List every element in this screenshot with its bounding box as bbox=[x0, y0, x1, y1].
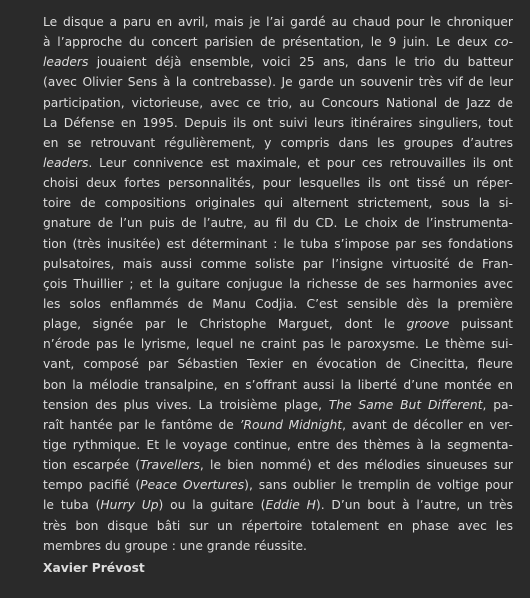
author-signature: Xavier Prévost bbox=[43, 560, 145, 575]
paragraph-line bbox=[43, 375, 513, 395]
paragraph-line bbox=[43, 536, 513, 556]
text-segment: vant, composé par Sébastien Texier en évocation de Cinecitta, fleure bbox=[43, 357, 513, 372]
text-segment: plage, signée par le Christophe Marguet, dont le bbox=[43, 317, 407, 332]
paragraph-line bbox=[43, 274, 513, 294]
text-segment: le tuba ( bbox=[43, 498, 101, 513]
text-segment: puissant bbox=[449, 317, 513, 332]
paragraph-line bbox=[43, 314, 513, 334]
text-segment: Le disque a paru en avril, mais je l’ai gardé au chaud pour le chroniquer bbox=[43, 15, 513, 29]
paragraph-line bbox=[43, 213, 513, 233]
italic-text: leaders bbox=[43, 55, 89, 70]
text-segment: , avant de décoller en ver- bbox=[342, 417, 513, 432]
paragraph-line bbox=[43, 133, 513, 153]
text-segment: gnature de l’un puis de l’autre, au fil du CD. Le choix de l’instrumenta- bbox=[43, 216, 513, 231]
italic-text: groove bbox=[406, 317, 450, 332]
paragraph-line bbox=[43, 254, 513, 274]
text-segment: çois Thuillier ; et la guitare conjugue la richesse de ses harmonies avec bbox=[43, 276, 513, 291]
text-segment: tension des plus vives. La troisième plage, bbox=[43, 397, 329, 412]
text-segment: à l’approche du concert parisien de présentation, le 9 juin. Le deux bbox=[43, 35, 495, 50]
paragraph-line bbox=[43, 455, 513, 475]
text-segment: pulsatoires, mais aussi comme soliste par l’insigne virtuosité de Fran- bbox=[43, 256, 513, 271]
paragraph-line bbox=[43, 193, 513, 213]
text-segment: jouaient déjà ensemble, voici 25 ans, dans le trio du batteur bbox=[88, 55, 513, 70]
text-segment: ) ou la guitare ( bbox=[158, 498, 266, 513]
text-segment: tion escarpée ( bbox=[43, 458, 141, 473]
paragraph-line bbox=[43, 52, 513, 72]
italic-text: Travellers bbox=[140, 458, 200, 473]
italic-text: Hurry Up bbox=[100, 498, 159, 513]
text-segment: choisi deux fortes personnalités, pour lesquelles ils ont tissé un réper- bbox=[43, 176, 513, 191]
text-segment: très bon disque bâti sur un répertoire totalement en phase avec les bbox=[43, 518, 513, 533]
paragraph-line bbox=[43, 495, 513, 515]
paragraph-line bbox=[43, 516, 513, 536]
text-segment: tempo pacifié ( bbox=[43, 478, 141, 493]
text-segment: tion (très inusitée) est déterminant : le tuba s’impose par ses fondations bbox=[43, 236, 513, 251]
text-segment: bon la mélodie transalpine, en s’offrant aussi la liberté d’une montée en bbox=[43, 377, 513, 392]
paragraph-line bbox=[43, 475, 513, 495]
paragraph-line bbox=[43, 334, 513, 354]
text-segment: ), sans oublier le tremplin de voltige pour bbox=[244, 478, 513, 493]
italic-text: The Same But Different bbox=[328, 397, 483, 412]
text-segment: toire de compositions originales qui alternent strictement, sous la si- bbox=[43, 196, 513, 211]
paragraph-line bbox=[43, 113, 513, 133]
paragraph-line bbox=[43, 32, 513, 52]
paragraph-line bbox=[43, 435, 513, 455]
review-article bbox=[43, 12, 513, 578]
paragraph-line bbox=[43, 12, 513, 32]
review-paragraph bbox=[43, 12, 513, 556]
italic-text: Peace Overtures bbox=[140, 478, 245, 493]
text-segment: membres du groupe : une grande réussite. bbox=[43, 538, 307, 553]
text-segment: en se retrouvant régulièrement, y compris dans les groupes d’autres bbox=[43, 135, 513, 150]
italic-text: co- bbox=[494, 35, 513, 50]
text-segment: , le bien nommé) et des mélodies sinueuses sur bbox=[199, 458, 513, 473]
paragraph-line bbox=[43, 72, 513, 92]
paragraph-line bbox=[43, 415, 513, 435]
text-segment: . Leur connivence est maximale, et pour ces retrouvailles ils ont bbox=[88, 155, 513, 170]
text-segment: tige rythmique. Et le voyage continue, entre des thèmes à la segmenta- bbox=[43, 437, 513, 452]
paragraph-line bbox=[43, 234, 513, 254]
text-segment: , pa- bbox=[482, 397, 513, 412]
italic-text: ’Round Midnight bbox=[239, 417, 343, 432]
text-segment: La Défense en 1995. Depuis ils ont suivi leurs itinéraires singuliers, tout bbox=[43, 115, 513, 130]
paragraph-line bbox=[43, 294, 513, 314]
paragraph-line bbox=[43, 93, 513, 113]
italic-text: Eddie H bbox=[265, 498, 316, 513]
paragraph-line bbox=[43, 395, 513, 415]
italic-text: leaders bbox=[43, 155, 89, 170]
text-segment: raît hantée par le fantôme de bbox=[43, 417, 240, 432]
paragraph-line bbox=[43, 153, 513, 173]
text-segment: (avec Olivier Sens à la contrebasse). Je garde un souvenir très vif de leur bbox=[43, 75, 513, 90]
text-segment: les solos enflammés de Manu Codjia. C’est sensible dès la première bbox=[43, 296, 513, 311]
text-segment: n’érode pas le lyrisme, lequel ne craint pas le paroxysme. Le thème sui- bbox=[43, 337, 513, 352]
paragraph-line bbox=[43, 354, 513, 374]
text-segment: ). D’un bout à l’autre, un très bbox=[315, 498, 513, 513]
paragraph-line bbox=[43, 173, 513, 193]
text-segment: participation, victorieuse, avec ce trio, au Concours National de Jazz de bbox=[43, 95, 513, 110]
